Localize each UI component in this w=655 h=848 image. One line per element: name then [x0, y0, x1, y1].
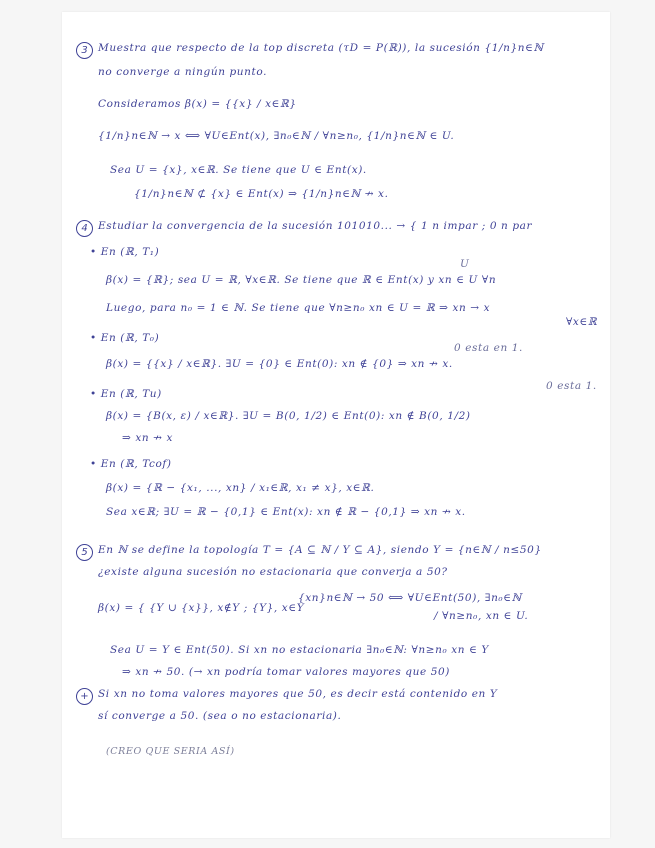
convergence-definition: {1/n}n∈ℕ → x ⟺ ∀U∈Ent(x), ∃n₀∈ℕ / ∀n≥n₀, {1/n}n∈ℕ ∈ U. — [98, 130, 455, 142]
addendum-marker: + — [76, 688, 93, 705]
case-t1-basis: β(x) = {ℝ}; sea U = ℝ, ∀x∈ℝ. Se tiene que ℝ ∈ Ent(x) y xn ∈ U ∀n — [106, 274, 497, 286]
exercise-number-3: 3 — [76, 42, 93, 59]
convergence-to-50-definition: {xn}n∈ℕ → 50 ⟺ ∀U∈Ent(50), ∃n₀∈ℕ — [298, 592, 522, 604]
exercise-3-statement-line-2: no converge a ningún punto. — [98, 66, 268, 78]
case-tu-conclusion: ⇒ xn ↛ x — [122, 432, 174, 444]
case-tu-basis: β(x) = {B(x, ε) / x∈ℝ}. ∃U = B(0, 1/2) ∈ Ent(0): xn ∉ B(0, 1/2) — [106, 410, 471, 422]
topology-basis-cases: β(x) = { {Y ∪ {x}}, x∉Y ; {Y}, x∈Y — [98, 602, 305, 614]
convergence-to-50-condition: / ∀n≥n₀, xn ∈ U. — [434, 610, 529, 622]
exercise-4-statement: Estudiar la convergencia de la sucesión 101010... → { 1 n impar ; 0 n par — [98, 220, 533, 232]
case-t1-heading: • En (ℝ, T₁) — [90, 246, 160, 258]
case-tcof-heading: • En (ℝ, Tcof) — [90, 458, 172, 470]
choose-neighbourhood: Sea U = {x}, x∈ℝ. Se tiene que U ∈ Ent(x). — [110, 164, 367, 176]
case-t0-heading: • En (ℝ, T₀) — [90, 332, 160, 344]
exercise-3-statement-line-1: Muestra que respecto de la top discreta (τD = P(ℝ)), la sucesión {1/n}n∈ℕ — [98, 42, 544, 54]
exercise-5-statement-line-1: En ℕ se define la topología T = {A ⊆ ℕ / Y ⊆ A}, siendo Y = {n∈ℕ / n≤50} — [98, 544, 542, 556]
case-t0-basis: β(x) = {{x} / x∈ℝ}. ∃U = {0} ∈ Ent(0): xn ∉ {0} ⇒ xn ↛ x. — [106, 358, 453, 370]
case-t1-conclusion: Luego, para n₀ = 1 ∈ ℕ. Se tiene que ∀n≥n₀ xn ∈ U = ℝ ⇒ xn → x — [106, 302, 491, 314]
case-t1-forall: ∀x∈ℝ — [566, 316, 598, 328]
addendum-line-1: Si xn no toma valores mayores que 50, es decir está contenido en Y — [98, 688, 498, 700]
case-tcof-conclusion: Sea x∈ℝ; ∃U = ℝ − {0,1} ∈ Ent(x): xn ∉ ℝ − {0,1} ⇒ xn ↛ x. — [106, 506, 466, 518]
non-convergence-conclusion: ⇒ xn ↛ 50. (→ xn podría tomar valores mayores que 50) — [122, 666, 450, 678]
case-tu-heading: • En (ℝ, Tu) — [90, 388, 162, 400]
exercise-number-5: 5 — [76, 544, 93, 561]
margin-annotation-zero-one: 0 esta 1. — [546, 380, 597, 392]
exercise-number-4: 4 — [76, 220, 93, 237]
notebook-page — [62, 12, 610, 838]
margin-annotation-u: U — [460, 258, 470, 270]
neighbourhood-argument: Sea U = Y ∈ Ent(50). Si xn no estacionaria ∃n₀∈ℕ: ∀n≥n₀ xn ∈ Y — [110, 644, 489, 656]
margin-annotation-zero-in-one: 0 esta en 1. — [454, 342, 523, 354]
pencil-footnote: (CREO QUE SERIA ASÍ) — [106, 746, 235, 757]
case-tcof-basis: β(x) = {ℝ − {x₁, ..., xn} / x₁∈ℝ, x₁ ≠ x}, x∈ℝ. — [106, 482, 375, 494]
addendum-line-2: sí converge a 50. (sea o no estacionaria). — [98, 710, 342, 722]
basis-definition: Consideramos β(x) = {{x} / x∈ℝ} — [98, 98, 297, 110]
exercise-5-statement-line-2: ¿existe alguna sucesión no estacionaria que converja a 50? — [98, 566, 448, 578]
conclusion-3: {1/n}n∈ℕ ⊄ {x} ∈ Ent(x) ⇒ {1/n}n∈ℕ ↛ x. — [134, 188, 389, 200]
